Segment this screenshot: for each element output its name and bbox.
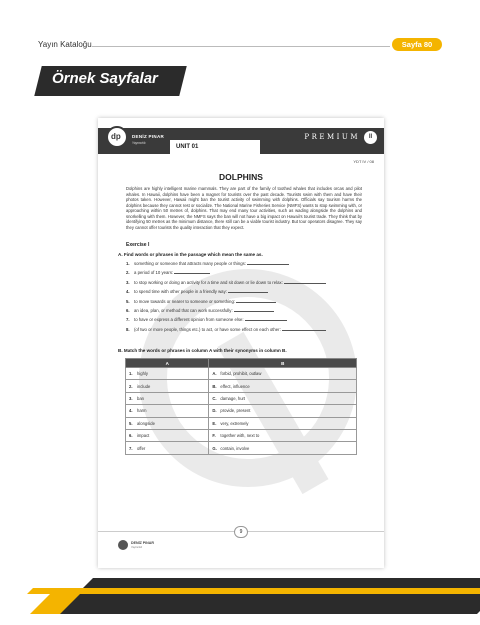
column-a-cell: 4. harm [126, 405, 209, 417]
catalog-title: Yayın Kataloğu [38, 40, 92, 49]
column-b-cell: G. contain, involve [209, 442, 357, 454]
bottom-stripe-accent [27, 588, 480, 594]
brand-mark: dp [111, 132, 121, 141]
table-row [126, 368, 357, 380]
premium-label: PREMIUM [304, 133, 360, 141]
question-item: 4. to spend time with other people in a friendly way: [126, 289, 366, 298]
section-b-instruction: B. Match the words or phrases in column A with their synonyms in column B. [118, 348, 287, 353]
table-header-row [126, 359, 357, 368]
question-item: 8. (of two or more people, things etc.) to act, or have some effect on each other: [126, 327, 366, 336]
column-b-cell: B. effect, influence [209, 380, 357, 392]
passage-title: DOLPHINS [219, 172, 263, 182]
brand-tagline: Yayıncılık [132, 141, 146, 145]
answer-blank [245, 317, 287, 321]
answer-blank [228, 289, 268, 293]
unit-label: UNIT 01 [176, 144, 199, 150]
answer-blank [234, 308, 274, 312]
footer-brand-tagline: Yayıncılık [131, 546, 143, 549]
question-item: 1. something or someone that attracts many people or things: [126, 261, 366, 270]
passage-text: Dolphins are highly intelligent marine mammals. They are part of the family of toothed whales that includes orcas and pilot whales. In Hawaii, dolphins have been a magnet for tourists over the past decade. Tourists swim with them and have their photos taken. However, Hawaii might ban the tourist activity of swimming with dolphins. Officials say tourism harms the dolphins because they cannot rest or socialize. The National Marine Fisheries Service (NMFS) wants to stop swimming with, or approaching within 50 metres of, dolphins. That may end many tour activities, such as wading alongside the dolphins and snorkelling with them. However, the NMFS says the ban will not have a big impact on Hawaii's tourist trade. They think that by identifying 50 metres as the minimum distance, there still can be a viable tourist industry. But tour operators disagree. They say they cannot offer tourists the quality interaction that they expect. [126, 186, 362, 230]
table-row [126, 392, 357, 404]
header-divider [92, 46, 390, 47]
column-a-header: A [126, 359, 209, 368]
answer-blank [174, 270, 210, 274]
table-row [126, 380, 357, 392]
bottom-stripe-dark [57, 578, 480, 614]
column-a-cell: 3. ban [126, 392, 209, 404]
page-badge: Sayfa 80 [392, 38, 442, 51]
answer-blank [247, 261, 289, 265]
question-item: 2. a period of 10 years: [126, 270, 366, 279]
page-number: 9 [234, 526, 248, 538]
sample-page [98, 118, 384, 568]
column-a-cell: 2. include [126, 380, 209, 392]
column-b-cell: C. damage, hurt [209, 392, 357, 404]
column-a-cell: 1. highly [126, 368, 209, 380]
question-list [126, 261, 366, 336]
premium-badge: II [364, 131, 377, 144]
question-item: 5. to move towards or nearer to someone or something: [126, 299, 366, 308]
catalog-header [38, 40, 442, 54]
column-b-cell: F. together with, next to [209, 429, 357, 441]
column-b-cell: E. very, extremely [209, 417, 357, 429]
question-item: 7. to have or express a different opinion from someone else: [126, 317, 366, 326]
table-row [126, 417, 357, 429]
matching-table [125, 358, 357, 455]
banner-label: Örnek Sayfalar [52, 70, 158, 87]
answer-blank [284, 280, 326, 284]
question-item: 6. an idea, plan, or method that can work successfully: [126, 308, 366, 317]
footer-logo-icon [118, 540, 128, 550]
table-row [126, 405, 357, 417]
table-row [126, 442, 357, 454]
section-a-instruction: A. Find words or phrases in the passage which mean the same as. [118, 252, 263, 257]
column-b-cell: A. forbid, prohibit, outlaw [209, 368, 357, 380]
column-a-cell: 6. impact [126, 429, 209, 441]
unit-code: YDT IV / 08 [353, 159, 374, 164]
answer-blank [282, 327, 326, 331]
column-a-cell: 7. offer [126, 442, 209, 454]
exercise-title: Exercise I [126, 242, 150, 248]
table-row [126, 429, 357, 441]
question-item: 3. to stop working or doing an activity for a time and sit down or lie down to relax: [126, 280, 366, 289]
column-a-cell: 5. alongside [126, 417, 209, 429]
brand-name: DENİZ PINAR [132, 134, 165, 139]
column-b-header: B [209, 359, 357, 368]
column-b-cell: D. provide, present [209, 405, 357, 417]
footer-brand-name: DENİZ PINAR [131, 541, 154, 545]
answer-blank [236, 299, 276, 303]
